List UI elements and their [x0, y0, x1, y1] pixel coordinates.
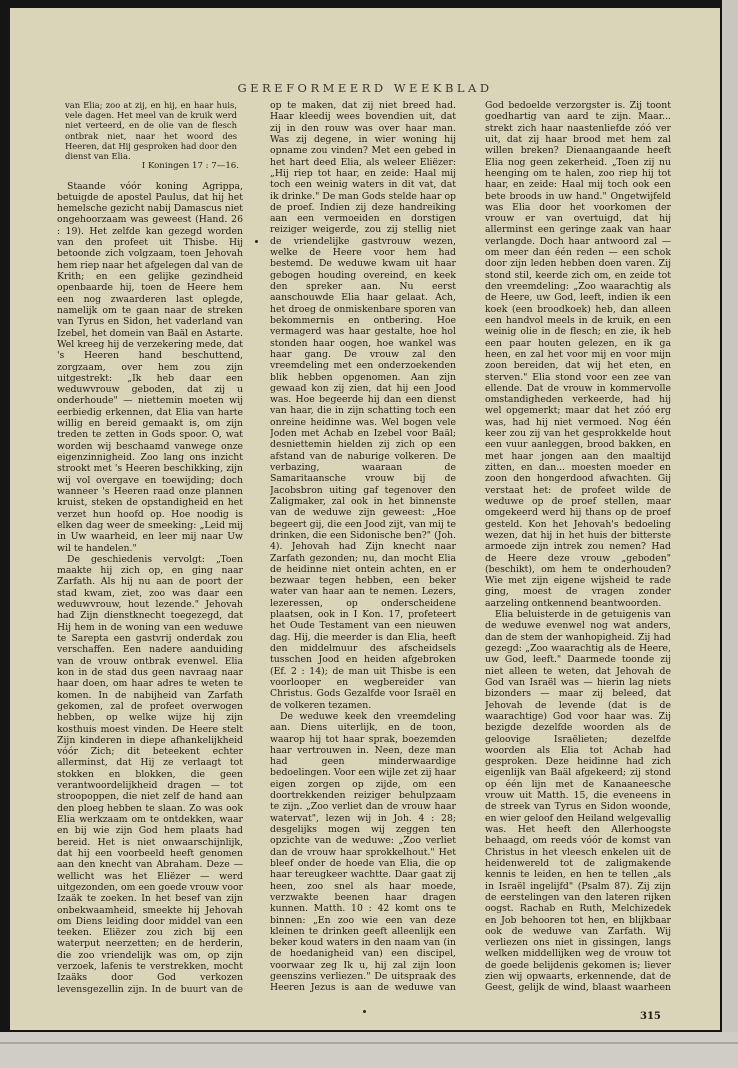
page-number: 315 — [640, 1011, 661, 1022]
text-column-2 — [270, 100, 456, 995]
running-header: GEREFORMEERD WEEKBLAD — [237, 81, 493, 95]
paragraph: Staande vóór koning Agrippa, betuigde de apostel Paulus, dat hij het hemelsche gezicht nabij Damascus niet ongehoorzaam was geweest (Hand. 26 : 19). Het zelfde kan gezegd worden van den profeet uit Thisbe. Hij betoonde zich volgzaam, toen Jehovah hem riep naar het afgelegen dal van de Krith; en een gelijke gezindheid openbaarde hij, toen de Heere hem een nog zwaarderen last oplegde, namelijk om te gaan naar de streken van Tyrus en Sidon, het vaderland van Izebel, het domein van Baäl en Astarte. Wel kreeg hij de verzekering mede, dat 's Heeren hand beschuttend, zorgzaam, over hem zou zijn uitgestrekt: „Ik heb daar een weduwvrouw geboden, dat zij u onderhoude" — niettemin moeten wij eerbiedig erkennen, dat Elia van harte willig en bereid gemaakt is, om zijn treden te zetten in Gods spoor. O, wat worden wij beschaamd vanwege onze eigenzinnigheid. Zoo lang ons inzicht strookt met 's Heeren beschikking, zijn wij vol overgave en toewijding; doch wanneer 's Heeren raad onze plannen kruist, steken de opstandigheid en het verzet hun hoofd op. Hoe noodig is elken dag weer de smeeking: „Leid mij in Uw waarheid, en leer mij naar Uw wil te handelen." — [57, 180, 243, 554]
magazine-page — [10, 8, 720, 1030]
paragraph: De geschiedenis vervolgt: „Toen maakte hij zich op, en ging naar Zarfath. Als hij nu aan de poort der stad kwam, ziet, zoo was daar een weduwvrouw, hout lezende." Jehovah had Zijn dienstknecht toegezegd, dat Hij hem in de woning van een weduwe te Sarepta een gastvrij onderdak zou verschaffen. Een nadere aanduiding van de vrouw ontbrak evenwel. Elia kon in de stad dus geen navraag naar haar doen, om haar adres te weten te komen. In de nabijheid van Zarfath gekomen, zal de profeet overwogen hebben, op welke wijze hij zijn kosthuis moest vinden. De Heere stelt Zijn kinderen in diepe afhankelijkheid vóór Zich; dit beteekent echter allerminst, dat Hij ze verlaagt tot stokken en blokken, die geen verantwoordelijkheid dragen — tot stroopoppen, die niet zelf de hand aan den ploeg hebben te slaan. Zo was ook Elia werkzaam om te ontdekken, waar en bij wie zijn God hem plaats had bereid. Het is niet onwaarschijnlijk, dat hij een voorbeeld heeft genomen aan den knecht van Abraham. Deze — wellicht was het Eliëzer — werd uitgezonden, om een goede vrouw voor Izaäk te zoeken. In het besef van zijn onbekwaamheid, smeekte hij Jehovah om Diens leiding door middel van een teeken. Eliëzer zou zich bij een waterput neerzetten; en de herderin, die zoo vriendelijk was om, op zijn verzoek, lafenis te verstrekken, mocht Izaäks door God verkozen levensgezellin zijn. In de buurt van de — [57, 553, 243, 995]
paragraph: Elia beluisterde in de getuigenis van de weduwe evenwel nog wat anders, dan de stem der wanhopigheid. Zij had gezegd: „Zoo waarachtig als de Heere, uw God, leeft." Daarmede toonde zij niet alleen te weten, dat Jehovah de God van Israël was — hierin lag niets bizonders — maar zij beleed, dat Jehovah de levende (dat is de waarachtige) God voor haar was. Zij bezigde dezelfde woorden als de geloovige Israëlieten; dezelfde woorden als Elia tot Achab had gesproken. Deze heidinne had zich eigenlijk van Baäl afgekeerd; zij stond op één lijn met de Kanaaneesche vrouw uit Matth. 15, die eveneens in de streek van Tyrus en Sidon woonde, en wier geloof den Heiland welgevallig was. Het heeft den Allerhoogste behaagd, om reeds vóór de komst van Christus in het vleesch enkelen uit de heidenwereld tot de zaligmakende kennis te leiden, en hen te tellen „als in Israël ingelijfd" (Psalm 87). Zij zijn de eerstelingen van den lateren rijken oogst. Rachab en Ruth, Melchizedek en Job behooren tot hen, en blijkbaar ook de weduwe van Zarfath. Wij verliezen ons niet in gissingen, langs welken middellijken weg de vrouw tot de goede belijdenis gekomen is; liever zien wij opwaarts, erkennende, dat de Geest, gelijk de wind, blaast waarheen — [485, 609, 671, 994]
paragraph: God bedoelde verzorgster is. Zij toont goedhartig van aard te zijn. Maar... strekt zich haar naastenliefde zóó ver uit, dat zij haar brood met hem zal willen breken? Dienaangaande heeft Elia nog geen zekerheid. „Toen zij nu heenging om te halen, zoo riep hij tot haar, en zeide: Haal mij toch ook een bete broods in uw hand." Ongetwijfeld was Elia door het voorkomen der vrouw er van overtuigd, dat hij allerminst een geringe zaak van haar verlangde. Doch haar antwoord zal — om meer dan één reden — een schok door zijn leden hebben doen varen. Zij stond stil, keerde zich om, en zeide tot den vreemdeling: „Zoo waarachtig als de Heere, uw God, leeft, indien ik een koek (een broodkoek) heb, dan alleen een handvol meels in de kruik, en een weinig olie in de flesch; en zie, ik heb een paar houten gelezen, en ik ga heen, en zal het voor mij en voor mijn zoon bereiden, dat wij het eten, en sterven." Elia stond voor een zee van ellende. Dat de vrouw in kommervolle omstandigheden verkeerde, had hij wel opgemerkt; maar dat het zóó erg was, had hij niet vermoed. Nog één keer zou zij van het gesprokkelde hout een vuur aanleggen, brood bakken, en met haar jongen aan den maaltijd zitten, en dan... moesten moeder en zoon den hongerdood afwachten. Gij verstaat het: de profeet wilde de weduwe op de proef stellen, maar omgekeerd werd hij thans op de proef gesteld. Kon het Jehovah's bedoeling wezen, dat hij in het huis der bitterste armoede zijn intrek zou nemen? Had de Heere deze vrouw „geboden" (beschikt), om hem te onderhouden? Wie met zijn eigene wijsheid te rade ging, moest de vragen zonder aarzeling ontkennend beantwoorden. — [485, 100, 671, 609]
text-column-1 — [57, 100, 243, 995]
print-speck — [363, 1010, 366, 1013]
print-speck — [255, 240, 258, 243]
scanner-edge-stripe — [722, 0, 738, 1068]
scripture-reference: I Koningen 17 : 7—16. — [141, 161, 239, 172]
scanner-bottom-margin — [0, 1032, 738, 1068]
paragraph: De weduwe keek den vreemdeling aan. Diens uiterlijk, en de toon, waarop hij tot haar sprak, boezemden haar vertrouwen in. Neen, deze man had geen minderwaardige bedoelingen. Voor een wijle zet zij haar eigen zorgen op zijde, om een doortrekkenden reiziger behulpzaam te zijn. „Zoo verliet dan de vrouw haar watervat", lezen wij in Joh. 4 : 28; desgelijks mogen wij zeggen ten opzichte van de weduwe: „Zoo verliet dan de vrouw haar sprokkelhout." Het bleef onder de hoede van Elia, die op haar tereugkeer wachtte. Daar gaat zij heen, zoo snel als haar moede, verzwakte beenen haar dragen kunnen. Matth. 10 : 42 komt ons te binnen: „En zoo wie een van deze kleinen te drinken geeft alleenlijk een beker koud waters in den naam van (in de hoedanigheid van) een discipel, voorwaar zeg Ik u, hij zal zijn loon geenszins verliezen." De uitspraak des Heeren Jezus is aan de weduwe van — [270, 710, 456, 994]
paragraph: op te maken, dat zij niet breed had. Haar kleedij wees bovendien uit, dat zij in den rouw was over haar man. Was zij degene, in wier woning hij opname zou vinden? Met een gebed in het hart deed Elia, als weleer Eliëzer: „Hij riep tot haar, en zeide: Haal mij toch een weinig waters in dit vat, dat ik drinke." De man Gods stelde haar op de proef. Indien zij deze handreiking aan een vermoeiden en dorstigen reiziger weigerde, zou zij stellig niet de vriendelijke gastvrouw wezen, welke de Heere voor hem had bestemd. De weduwe kwam uit haar gebogen houding overeind, en keek den spreker aan. Nu eerst aanschouwde Elia haar gelaat. Ach, het droeg de onmiskenbare sporen van bekommernis en ontbering. Hoe vermagerd was haar gestalte, hoe hol stonden haar oogen, hoe wankel was haar gang. De vrouw zal den vreemdeling met een onderzoekenden blik hebben opgenomen. Aan zijn gewaad kon zij zien, dat hij een Jood was. Hoe begeerde hij dan een dienst van haar, die in zijn schatting toch een onreine heidinne was. Wel bogen vele Joden met Achab en Izebel voor Baäl; desniettemin hielden zij zich op een afstand van de naburige volkeren. De verbazing, waaraan de Samaritaansche vrouw bij de Jacobsbron uiting gaf tegenover den Zaligmaker, zal ook in het binnenste van de weduwe zijn geweest: „Hoe begeert gij, die een Jood zijt, van mij te drinken, die een Sidonische ben?" (Joh. 4). Jehovah had Zijn knecht naar Zarfath gezonden; nu, dan mocht Elia de heidinne niet ontein achten, en er bezwaar tegen hebben, een beker water van haar aan te nemen. Lezers, lezeressen, op onderscheidene plaatsen, ook in I Kon. 17, profeteert het Oude Testament van een nieuwen dag. Hij, die meerder is dan Elia, heeft den middelmuur des afscheidsels tusschen Jood en heiden afgebroken (Ef. 2 : 14); de man uit Thisbe is een voorlooper en wegbereider van Christus. Gods Gezalfde voor Israël en de volkeren tezamen. — [270, 100, 456, 711]
text-column-3 — [485, 100, 671, 995]
scripture-verse: van Elia; zoo at zij, en hij, en haar huis, vele dagen. Het meel van de kruik werd niet verteerd, en de olie van de flesch ontbrak niet, naar het woord des Heeren, dat Hij gesproken had door den dienst van Elia. — [65, 100, 237, 162]
scanner-bottom-line — [0, 1042, 738, 1044]
